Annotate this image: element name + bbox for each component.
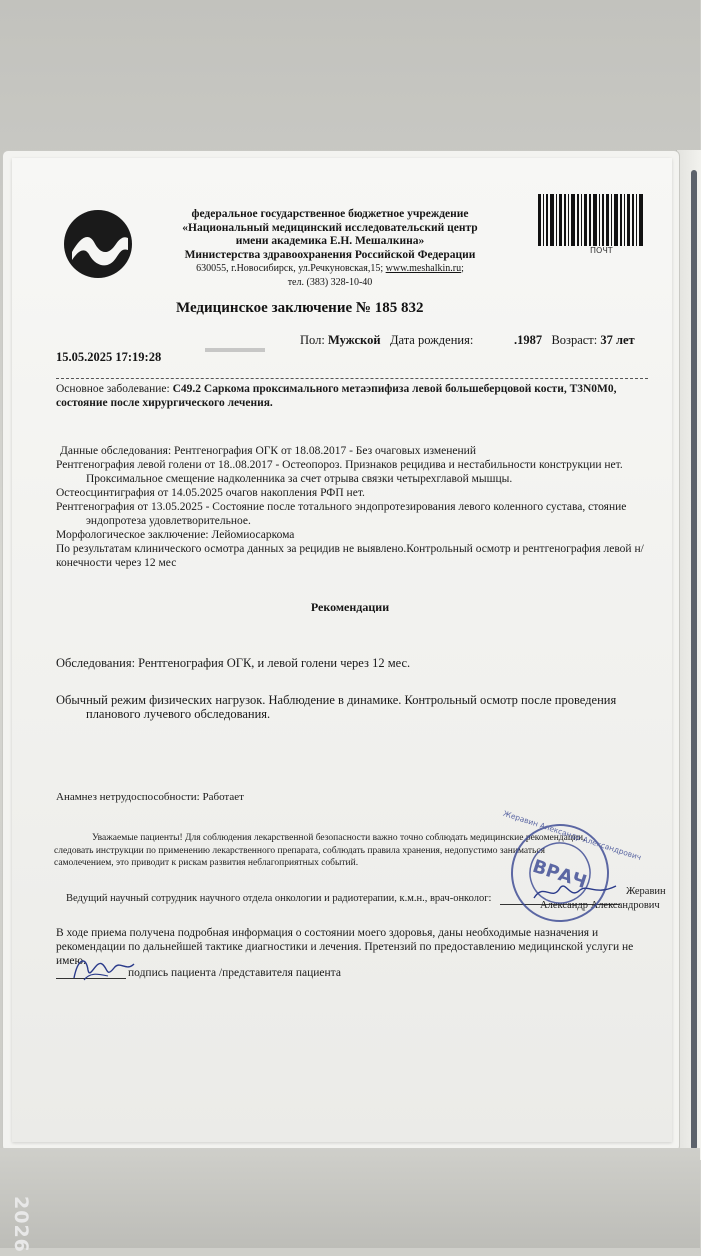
work-status: Анамнез нетрудоспособности: Работает <box>56 791 244 803</box>
redacted-name <box>205 348 265 352</box>
document-title: Медицинское заключение № 185 832 <box>176 300 424 316</box>
exam-line-6: эндопротеза удовлетворительное. <box>86 515 251 527</box>
barcode-icon <box>538 194 646 246</box>
photo-year-stamp: 2026 <box>10 1196 32 1253</box>
diagnosis-label: Основное заболевание: <box>56 383 170 395</box>
header-address: 630055, г.Новосибирск, ул.Речкуновская,15; www.meshalkin.ru; <box>196 263 464 274</box>
header-phone: тел. (383) 328-10-40 <box>287 276 373 288</box>
consent-text: В ходе приема получена подробная информация о состоянии моего здоровья, даны необходимые назначения и рекомендации по дальнейшей тактике диагностики и лечения. Претензий по предоставлению медицинской услуги не имею. <box>56 927 634 967</box>
notice-line-2: следовать инструкции по применению лекарственного препарата, соблюдать правила хранения, недопустимо заниматься <box>54 845 545 856</box>
divider <box>56 378 648 379</box>
recommendations-heading: Рекомендации <box>310 600 390 614</box>
birth-label: Дата рождения: <box>389 333 474 347</box>
doctor-stamp-icon <box>498 808 643 928</box>
exam-line-5: Рентгенография от 13.05.2025 - Состояние после тотального эндопротезирования левого коленного сустава, стояние <box>56 501 627 513</box>
diagnosis-block <box>56 382 646 410</box>
exam-line-8: По результатам клинического осмотра данных за рецидив не выявлено.Контрольный осмотр и рентгенография левой н/конечности через 12 мес <box>56 543 644 569</box>
table-surface <box>0 1148 700 1248</box>
stamp-center: ВРАЧ <box>529 855 590 893</box>
organization-header <box>180 208 480 289</box>
header-line-2: «Национальный медицинский исследовательский центр <box>182 221 478 234</box>
patient-info <box>300 333 635 348</box>
exam-line-3: Проксимальное смещение надколенника за счет отрыва связки четырехглавой мышцы. <box>86 473 513 485</box>
age-value: 37 лет <box>600 333 635 347</box>
barcode-caption: ПОЧТ <box>590 246 613 255</box>
doctor-position: Ведущий научный сотрудник научного отдела онкологии и радиотерапии, к.м.н., врач-онколог: <box>66 893 492 904</box>
patient-signature-label: подпись пациента /представителя пациента <box>128 967 341 979</box>
regime-line-1: Обычный режим физических нагрузок. Наблюдение в динамике. Контрольный осмотр после проведения <box>56 693 617 707</box>
folder-spine <box>691 170 697 1150</box>
exam-line-4: Остеосцинтиграфия от 14.05.2025 очагов накопления РФП нет. <box>56 487 365 499</box>
address-text: 630055, г.Новосибирск, ул.Речкуновская,15; <box>196 263 384 274</box>
notice-line-3: самолечением, это приводит к рискам развития неблагоприятных событий. <box>54 858 359 868</box>
age-label: Возраст: <box>551 333 598 347</box>
recommendation-regime <box>56 693 646 721</box>
exam-line-1: Данные обследования: Рентгенография ОГК от 18.08.2017 - Без очаговых изменений <box>60 445 476 457</box>
header-line-1: федеральное государственное бюджетное учреждение <box>191 208 469 220</box>
birth-value: .1987 <box>513 333 543 347</box>
diagnosis-text: С49.2 Саркома проксимального метаэпифиза левой большеберцовой кости, T3N0M0, состояние после хирургического лечения. <box>56 383 617 409</box>
regime-line-2: планового лучевого обследования. <box>86 707 271 721</box>
stamp-ring: Жеравин Александр Александрович <box>502 808 643 863</box>
website-link[interactable]: www.meshalkin.ru <box>385 263 462 274</box>
exam-line-2: Рентгенография левой голени от 18..08.2017 - Остеопороз. Признаков рецидива и нестабильности конструкции нет. <box>56 459 623 471</box>
document-datetime: 15.05.2025 17:19:28 <box>56 350 162 364</box>
exam-block <box>56 444 646 570</box>
notice-line-1: Уважаемые пациенты! Для соблюдения лекарственной безопасности важно точно соблюдать медицинские рекомендации, <box>92 833 586 843</box>
exam-line-7: Морфологическое заключение: Лейомиосаркома <box>56 529 295 541</box>
doctor-name: Александр Александрович <box>540 900 660 911</box>
sex-value: Мужской <box>327 333 381 347</box>
center-logo-icon <box>62 208 134 280</box>
header-line-3: имени академика Е.Н. Мешалкина» <box>235 235 425 247</box>
sex-label: Пол: <box>300 333 325 347</box>
doctor-surname: Жеравин <box>626 886 666 897</box>
patient-signature <box>68 950 138 986</box>
recommendation-exams: Обследования: Рентгенография ОГК, и левой голени через 12 мес. <box>56 656 411 670</box>
header-line-4: Министерства здравоохранения Российской Федерации <box>184 248 476 261</box>
